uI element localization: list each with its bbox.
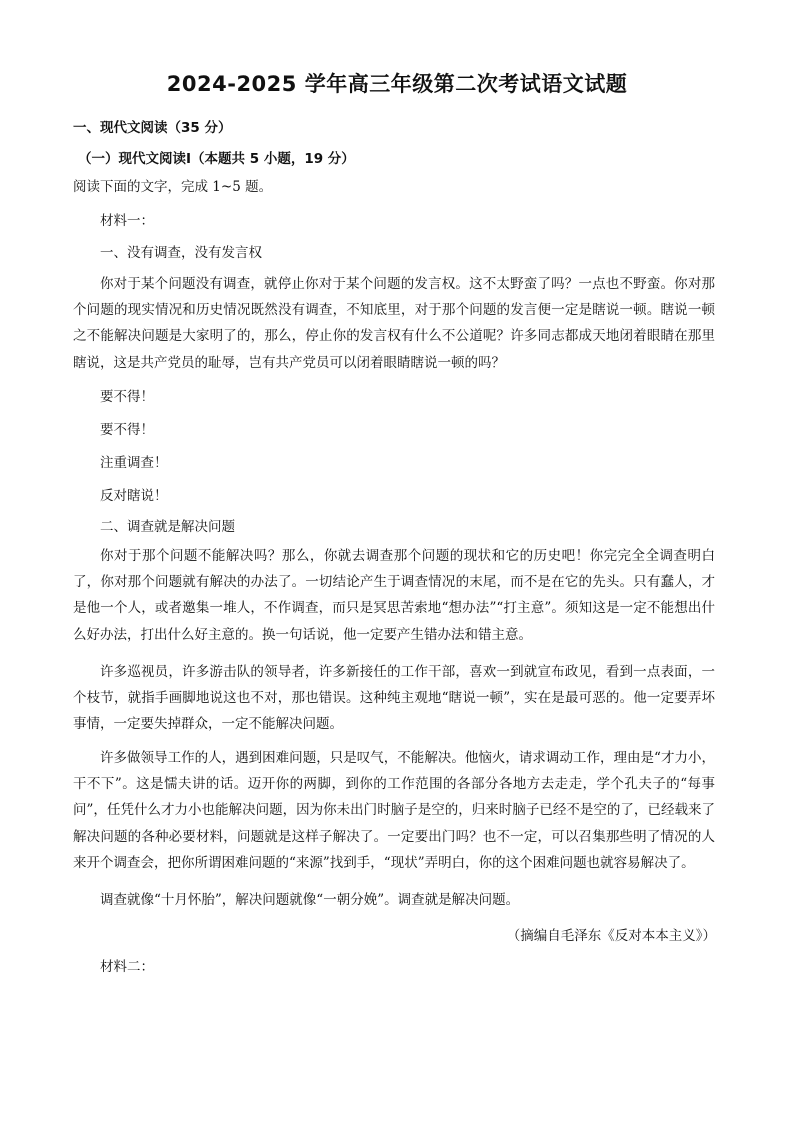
paragraph-2: 你对于那个问题不能解决吗？那么，你就去调查那个问题的现状和它的历史吧！你完完全全调查明白了，你对那个问题就有解决的办法了。一切结论产生于调查情况的末尾，而不是在它的先头。只有蠢人，才是他一个人，或者邀集一堆人，不作调查，而只是冥思苦索地“想办法”“打主意”。须知这是一定不能想出什么好办法，打出什么好主意的。换一句话说，他一定要产生错办法和错主意。 (73, 548, 715, 643)
material-two-label: 材料二： (100, 959, 154, 975)
part-two-title: 二、调查就是解决问题 (100, 519, 235, 535)
paragraph-4: 许多做领导工作的人，遇到困难问题，只是叹气，不能解决。他恼火，请求调动工作，理由是“才力小，干不下”。这是懦夫讲的话。迈开你的两脚，到你的工作范围的各部分各地方去走走，学个孔夫子的“每事问”，任凭什么才力小也能解决问题，因为你未出门时脑子是空的，归来时脑子已经不是空的了，已经载来了解决问题的各种必要材料，问题就是这样子解决了。一定要出门吗？也不一定，可以召集那些明了情况的人来开个调查会，把你所谓困难问题的“来源”找到手，“现状”弄明白，你的这个困难问题也就容易解决了。 (73, 750, 715, 871)
part-one-title: 一、没有调查，没有发言权 (100, 245, 262, 261)
slogan-line-4: 反对瞎说！ (100, 488, 168, 504)
slogan-line-2: 要不得！ (100, 422, 154, 438)
subsection-heading: （一）现代文阅读Ⅰ（本题共 5 小题，19 分） (78, 151, 355, 167)
section-heading: 一、现代文阅读（35 分） (73, 120, 232, 136)
instruction-text: 阅读下面的文字，完成 1~5 题。 (73, 179, 273, 195)
paragraph-3: 许多巡视员，许多游击队的领导者，许多新接任的工作干部，喜欢一到就宣布政见，看到一点表面，一个枝节，就指手画脚地说这也不对，那也错误。这种纯主观地“瞎说一顿”，实在是最可恶的。他一定要弄坏事情，一定要失掉群众，一定不能解决问题。 (73, 664, 715, 733)
exam-title: 2024-2025 学年高三年级第二次考试语文试题 (166, 72, 628, 96)
slogan-line-3: 注重调查！ (100, 455, 168, 471)
material-one-label: 材料一： (100, 213, 154, 229)
paragraph-1: 你对于某个问题没有调查，就停止你对于某个问题的发言权。这不太野蛮了吗？一点也不野蛮。你对那个问题的现实情况和历史情况既然没有调查，不知底里，对于那个问题的发言便一定是瞎说一顿。瞎说一顿之不能解决问题是大家明了的，那么，停止你的发言权有什么不公道呢？许多同志都成天地闭着眼睛在那里瞎说，这是共产党员的耻辱，岂有共产党员可以闭着眼睛瞎说一顿的吗？ (73, 276, 715, 371)
paragraph-5: 调查就像“十月怀胎”，解决问题就像“一朝分娩”。调查就是解决问题。 (100, 892, 520, 908)
slogan-line-1: 要不得！ (100, 389, 154, 405)
source-citation: （摘编自毛泽东《反对本本主义》） (506, 928, 716, 944)
